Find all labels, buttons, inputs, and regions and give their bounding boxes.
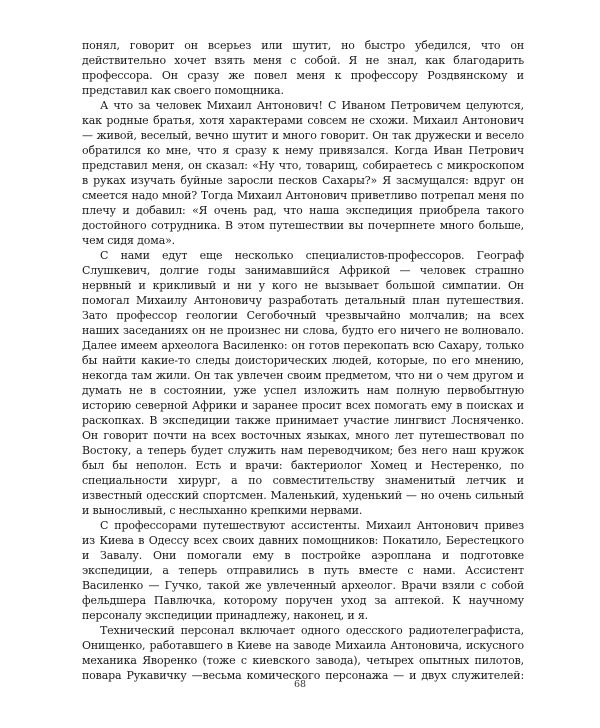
paragraph-specialists: С нами едут еще несколько специалистов-профессоров. Географ Слушкевич, долгие годы занимавшийся Африкой — человек страшно нервный и крикливый и ни у кого не вызывает большой симпатии. Он помогал Михаилу Антоновичу разработать детальный план путешествия. Зато профессор геологии Сегобочный чрезвычайно молчалив; на всех наших заседаниях он не произнес ни слова, будто его ничего не волновало. Далее имеем археолога Василенко: он готов перекопать всю Сахару, только бы найти какие-то следы доисторических людей, которые, по его мнению, некогда там жили. Он так увлечен своим предметом, что ни о чем другом и думать не в состоянии, уже успел изложить нам полную первобытную историю северной Африки и заранее просит всех помогать ему в поисках и раскопках. В экспедиции также принимает участие лингвист Лосняченко. Он говорит почти на всех восточных языках, много лет путешествовал по Востоку, а теперь будет служить нам переводчиком; без него наш кружок был бы неполон. Есть и врачи: бактериолог Хомец и Нестеренко, по специальности хирург, а по совместительству знаменитый летчик и известный одесский спортсмен. Маленький, худенький — но очень сильный и выносливый, с неслыханно крепкими нервами. — [82, 249, 524, 517]
paragraph-mikhail-antonovich: А что за человек Михаил Антонович! С Иваном Петровичем целуются, как родные братья, хотя характерами совсем не схожи. Михаил Антонович — живой, веселый, вечно шутит и много говорит. Он так дружески и весело обратился ко мне, что я сразу к нему привязался. Когда Иван Петрович представил меня, он сказал: «Ну что, товарищ, собираетесь с микроскопом в руках изучать буйные заросли песков Сахары?» Я засмущался: вдруг он смеется надо мной? Тогда Михаил Антонович приветливо потрепал меня по плечу и добавил: «Я очень рад, что наша экспедиция приобрела такого достойного сотрудника. В этом путешествии вы почерпнете много больше, чем сидя дома». — [82, 99, 524, 247]
paragraph-technical-staff: Технический персонал включает одного одесского радиотелеграфиста, Онищенко, работавшего в Киеве на заводе Михаила Антоновича, искусного механика Яворенко (тоже с киевского завода), четырех опытных пилотов, повара Рукавичку —весьма комического персонажа — и двух служителей: — [82, 624, 524, 682]
paragraph-assistants: С профессорами путешествуют ассистенты. Михаил Антонович привез из Киева в Одессу всех своих давних помощников: Покатило, Берестецкого и Завалу. Они помогали ему в постройке аэроплана и подготовке экспедиции, а теперь отправились в путь вместе с нами. Ассистент Василенко — Гучко, такой же увлеченный археолог. Врачи взяли с собой фельдшера Павлючка, которому поручен уход за аптекой. К научному персоналу экспедиции принадлежу, наконец, и я. — [82, 519, 524, 622]
page-number: 68 — [293, 679, 307, 690]
paragraph-continuation: понял, говорит он всерьез или шутит, но быстро убедился, что он действительно хочет взять меня с собой. Я не знал, как благодарить профессора. Он сразу же повел меня к профессору Роздвянскому и представил как своего помощника. — [82, 39, 524, 97]
document-page — [82, 38, 524, 683]
